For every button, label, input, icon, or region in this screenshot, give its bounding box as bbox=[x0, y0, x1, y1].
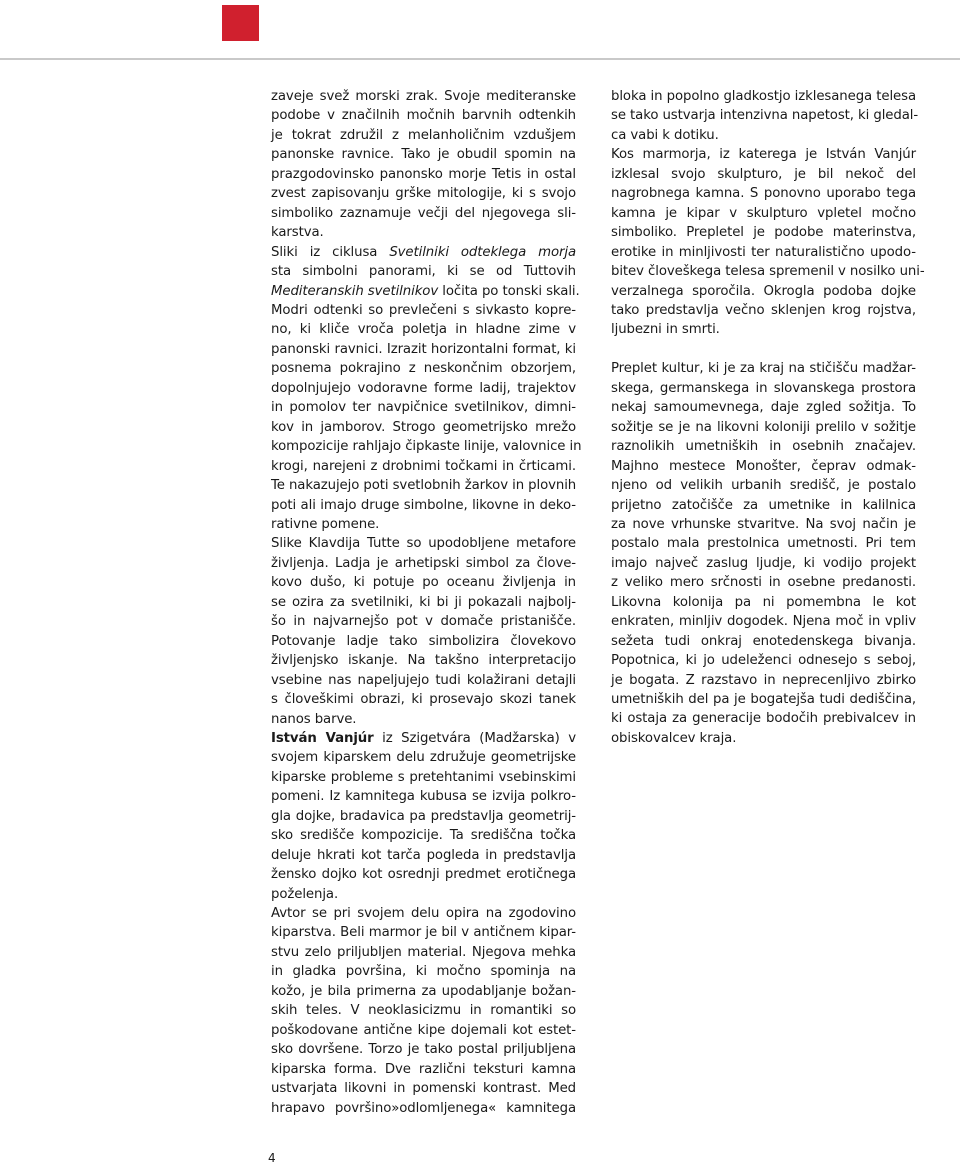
paragraph-sliki bbox=[271, 243, 580, 301]
text-line: ljubezni in smrti. bbox=[611, 322, 720, 338]
text-line: bitev človeškega telesa spremenil v nosilko uni- bbox=[611, 264, 925, 280]
text-line: za nove vrhunske stvaritve. Na svoj način je bbox=[611, 516, 916, 532]
text-line: postalo mala prestolnica umetnosti. Pri tem bbox=[611, 536, 916, 552]
text-line: svojem kiparskem delu združuje geometrijske bbox=[271, 750, 576, 766]
text-line: kiparska forma. Dve različni teksturi kamna bbox=[271, 1061, 576, 1077]
text-line: no, ki kliče vroča poletja in hladne zime v bbox=[271, 322, 576, 338]
text-line: poti ali imajo druge simbolne, likovne in deko- bbox=[271, 497, 576, 513]
text-line: imajo največ zaslug ljudje, ki vodijo projekt bbox=[611, 555, 916, 571]
right-text-column bbox=[611, 87, 925, 748]
text-line: Potovanje ladje tako simbolizira človekovo bbox=[271, 633, 576, 649]
text-run: ločita po tonski skali. bbox=[438, 283, 580, 299]
text-line: ustvarjata likovni in pomenski kontrast. Med bbox=[271, 1081, 576, 1097]
text-line: prazgodovinsko panonsko morje Tetis in ostal bbox=[271, 166, 576, 182]
text-line: sežeta tudi onkraj enotedenskega bivanja. bbox=[611, 633, 916, 649]
text-line: kov in jamborov. Strogo geometrijsko mrežo bbox=[271, 419, 576, 435]
text-line: poškodovane antične kipe dojemali kot estet- bbox=[271, 1022, 576, 1038]
text-line: kompozicije rahljajo čipkaste linije, valovnice in bbox=[271, 439, 582, 455]
text-line: izklesal svojo skulpturo, je bil nekoč del bbox=[611, 166, 916, 182]
paragraph-marmor bbox=[611, 87, 925, 340]
text-line: Avtor se pri svojem delu opira na zgodovino bbox=[271, 906, 576, 922]
text-line: nagrobnega kamna. S ponovno uporabo tega bbox=[611, 186, 916, 202]
text-line bbox=[271, 729, 576, 748]
text-line: prijetno zatočišče za umetnike in kalilnica bbox=[611, 497, 916, 513]
artwork-title: Mediteranskih svetilnikov bbox=[271, 283, 439, 299]
text-line: sožitje se je na likovni koloniji prelilo v sožitje bbox=[611, 419, 916, 435]
paragraph-preplet bbox=[611, 359, 916, 748]
text-line: vsebine nas napeljujejo tudi kolažirani detajli bbox=[271, 672, 576, 688]
text-line: deluje hkrati kot tarča pogleda in predstavlja bbox=[271, 847, 576, 863]
text-line: z veliko mero srčnosti in osebne predanosti. bbox=[611, 575, 916, 591]
text-run: iz Szigetvára (Madžarska) v bbox=[373, 730, 576, 746]
text-line: se ozira za svetilniki, ki bi ji pokazali najbolj- bbox=[271, 594, 576, 610]
text-line: zaveje svež morski zrak. Svoje mediteranske bbox=[271, 89, 576, 104]
text-line: Majhno mestece Monošter, čeprav odmak- bbox=[611, 458, 916, 474]
text-line: Modri odtenki so prevlečeni s sivkasto kopre- bbox=[271, 302, 576, 318]
text-line: kamna je kipar v skulpturo vpletel močno bbox=[611, 205, 916, 221]
text-line: zvest zapisovanju grške mitologije, ki s svojo bbox=[271, 186, 576, 202]
text-line: rativne pomene. bbox=[271, 516, 380, 532]
text-line: simboliko zaznamuje večji del njegovega sli- bbox=[271, 205, 576, 221]
text-line: kožo, je bila primerna za upodabljanje božan- bbox=[271, 983, 576, 999]
text-line: karstva. bbox=[271, 225, 324, 241]
text-line: je bogata. Z razstavo in neprecenljivo zbirko bbox=[611, 672, 916, 688]
text-line: skega, germanskega in slovanskega prostora bbox=[611, 380, 916, 396]
text-line: kiparske probleme s pretehtanimi vsebinskimi bbox=[271, 769, 576, 785]
text-line: nanos barve. bbox=[271, 711, 357, 727]
text-line: Popotnica, ki jo udeleženci odnesejo s seboj, bbox=[611, 653, 916, 669]
text-line: Te nakazujejo poti svetlobnih žarkov in plovnih bbox=[271, 478, 577, 494]
text-line: kovo dušo, ki potuje po oceanu življenja in bbox=[271, 575, 576, 591]
text-line: bloka in popolno gladkostjo izklesanega telesa bbox=[611, 89, 916, 104]
text-line: Slike Klavdija Tutte so upodobljene metafore bbox=[271, 536, 576, 552]
text-line: sta simbolni panorami, ki se od Tuttovih bbox=[271, 264, 576, 280]
text-line: nekaj samoumevnega, daje zgled sožitja. To bbox=[611, 400, 916, 416]
artwork-title: Svetilniki odteklega morja bbox=[389, 244, 576, 260]
text-run: Sliki iz ciklusa bbox=[271, 244, 390, 260]
text-line: sko središče kompozicije. Ta središčna točka bbox=[271, 828, 576, 844]
text-line: in gladka površina, ki močno spominja na bbox=[271, 964, 576, 980]
text-line: življenjsko iskanje. Na takšno interpretacijo bbox=[271, 653, 576, 669]
text-line: simboliko. Prepletel je podobe materinstva, bbox=[611, 225, 916, 241]
text-line: žensko dojko kot osrednji predmet erotičnega bbox=[271, 867, 576, 883]
artist-name: István Vanjúr bbox=[271, 730, 374, 746]
text-line bbox=[271, 243, 576, 262]
paragraph-vanjur bbox=[271, 729, 576, 1118]
text-line: je tokrat združil z melanholičnim vzdušjem bbox=[271, 127, 576, 143]
text-line: sko dovršene. Torzo je tako postal priljubljena bbox=[271, 1042, 576, 1058]
text-line: verzalnega sporočila. Okrogla podoba dojke bbox=[611, 283, 916, 299]
text-line: panonski ravnici. Izrazit horizontalni format, ki bbox=[271, 341, 576, 357]
text-line: gla dojke, bradavica pa predstavlja geometrij- bbox=[271, 808, 576, 824]
text-line: se tako ustvarja intenzivna napetost, ki gledal- bbox=[611, 108, 919, 124]
page-number: 4 bbox=[268, 1151, 276, 1165]
left-text-column bbox=[271, 87, 582, 1118]
text-line: Preplet kultur, ki je za kraj na stičišču madžar- bbox=[611, 361, 916, 377]
text-line: podobe v značilnih močnih barvnih odtenkih bbox=[271, 108, 576, 124]
text-line: s človeškimi obrazi, ki prosevajo skozi tanek bbox=[271, 692, 576, 708]
text-line: panonske ravnice. Tako je obudil spomin na bbox=[271, 147, 576, 163]
paragraph-tutta bbox=[271, 301, 582, 729]
text-line: enkraten, minljiv dogodek. Njena moč in vpliv bbox=[611, 614, 916, 630]
text-line: hrapavo površino»odlomljenega« kamnitega bbox=[271, 1100, 576, 1116]
text-line: kiparstva. Beli marmor je bil v antičnem kipar- bbox=[271, 925, 576, 941]
text-line: dopolnjujejo vodoravne forme ladij, trajektov bbox=[271, 380, 576, 396]
header-rule bbox=[0, 58, 960, 60]
text-line: raznolikih umetniških in osebnih značajev. bbox=[611, 439, 916, 455]
text-line: Kos marmorja, iz katerega je István Vanjúr bbox=[611, 147, 916, 163]
text-line: šo in najvarnejšo pot v domače pristanišče. bbox=[271, 614, 576, 630]
text-line: ki ostaja za generacije bodočih prebivalcev in bbox=[611, 711, 916, 727]
text-line: ca vabi k dotiku. bbox=[611, 127, 719, 143]
text-line: tako predstavlja večno sklenjen krog rojstva, bbox=[611, 302, 916, 318]
text-line: umetniških del pa je bogatejša tudi dediščina, bbox=[611, 692, 916, 708]
text-line: skih teles. V neoklasicizmu in romantiki so bbox=[271, 1003, 576, 1019]
text-line bbox=[271, 282, 580, 301]
text-line: in pomolov ter navpičnice svetilnikov, dimni- bbox=[271, 400, 576, 416]
text-line: Likovna kolonija pa ni pomembna le kot bbox=[611, 594, 916, 610]
paragraph-intro bbox=[271, 87, 576, 243]
text-line: njeno od velikih urbanih središč, je postalo bbox=[611, 478, 916, 494]
text-line: krogi, narejeni z drobnimi točkami in črticami. bbox=[271, 458, 576, 474]
red-accent-square bbox=[222, 5, 259, 41]
text-line: obiskovalcev kraja. bbox=[611, 730, 737, 746]
text-line: posnema pokrajino z neskončnim obzorjem, bbox=[271, 361, 576, 377]
text-line: erotike in minljivosti ter naturalistično upodo- bbox=[611, 244, 916, 260]
text-line: poželenja. bbox=[271, 886, 339, 902]
text-line: pomeni. Iz kamnitega kubusa se izvija polkro- bbox=[271, 789, 576, 805]
text-line: stvu zelo priljubljen material. Njegova mehka bbox=[271, 944, 576, 960]
text-line: življenja. Ladja je arhetipski simbol za člove- bbox=[271, 555, 576, 571]
